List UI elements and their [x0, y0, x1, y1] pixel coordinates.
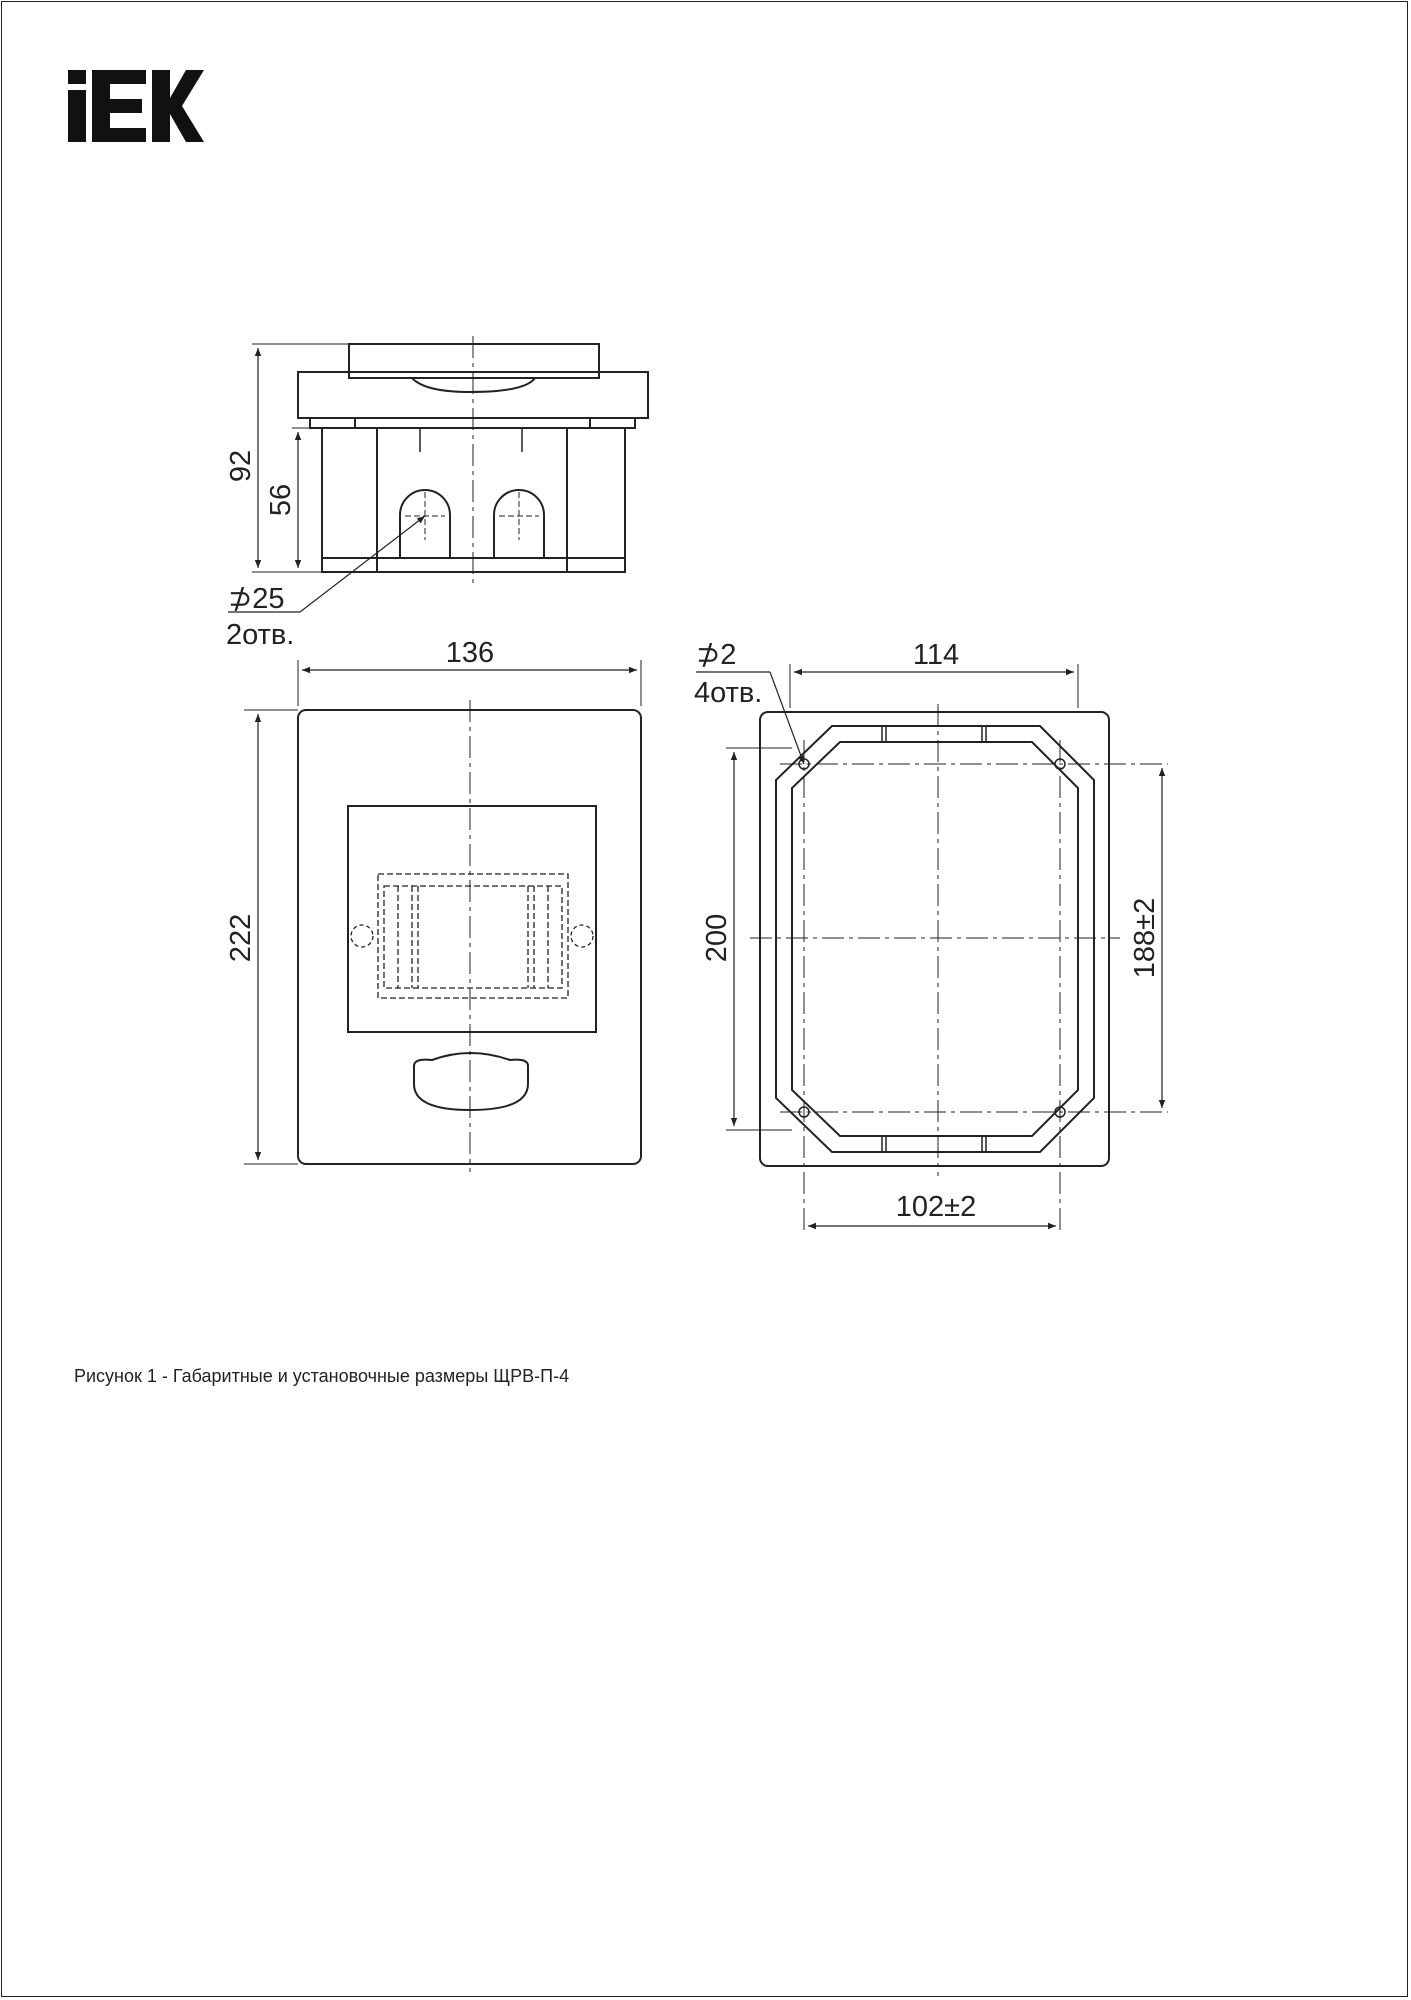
dim-mount-hole-count: 4отв.: [694, 677, 763, 709]
dim-hole-count: 2отв.: [226, 619, 295, 651]
dim-mount-horizontal: 102±2: [895, 1191, 977, 1223]
dim-total-height: 92: [225, 449, 257, 483]
dim-back-height: 200: [701, 913, 733, 963]
dim-box-height: 56: [265, 483, 297, 517]
dim-hole-diameter: ⊅25: [228, 583, 285, 615]
dim-mount-vertical: 188±2: [1129, 897, 1161, 979]
dim-front-height: 222: [225, 913, 257, 963]
mounting-view: [696, 664, 1168, 1232]
side-view: [228, 336, 648, 612]
figure-caption: Рисунок 1 - Габаритные и установочные размеры ЩРВ-П-4: [74, 1366, 570, 1386]
dim-back-width: 114: [912, 639, 960, 671]
dim-front-width: 136: [445, 637, 495, 669]
dim-mount-hole-diameter: ⊅2: [696, 639, 737, 671]
front-view: [244, 660, 641, 1172]
